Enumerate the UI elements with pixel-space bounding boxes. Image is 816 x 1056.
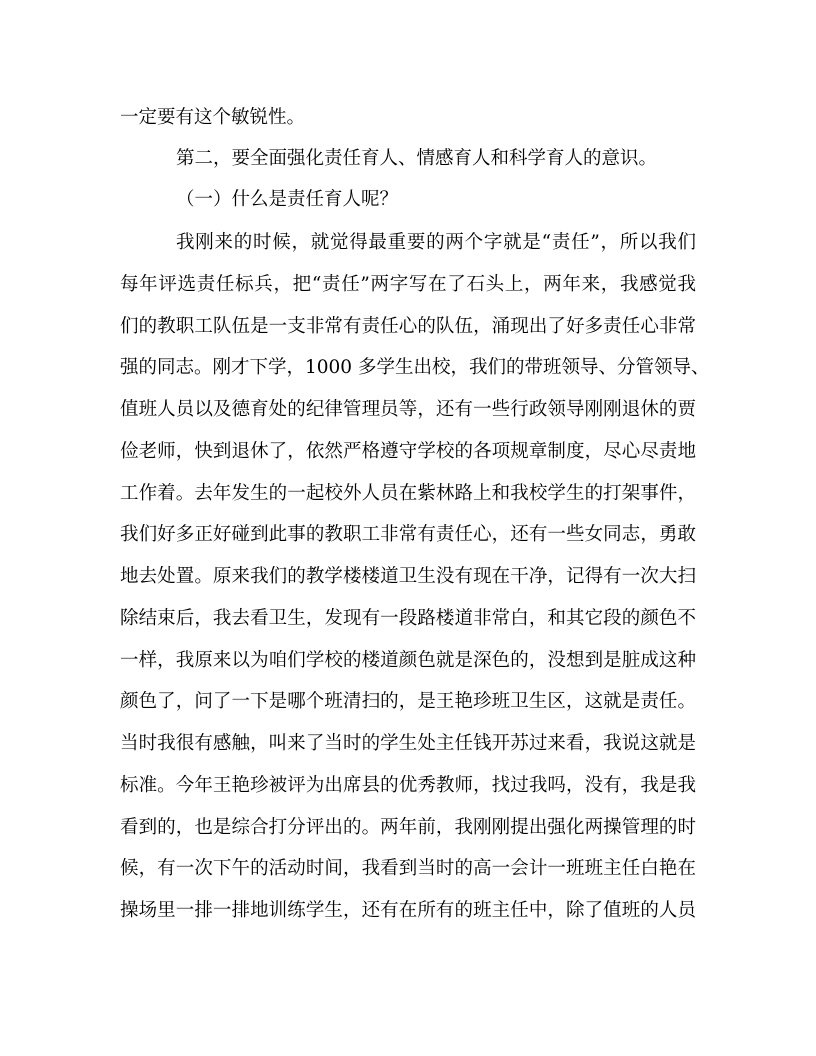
text-line: 操场里一排一排地训练学生，还有在所有的班主任中，除了值班的人员 (120, 900, 696, 921)
text-line: 值班人员以及德育处的纪律管理员等，还有一些行政领导刚刚退休的贾 (120, 399, 696, 420)
text-line: 地去处置。原来我们的教学楼楼道卫生没有现在干净，记得有一次大扫 (120, 566, 696, 587)
text-line: 一样，我原来以为咱们学校的楼道颜色就是深色的，没想到是脏成这种 (120, 650, 696, 671)
text-line: 除结束后，我去看卫生，发现有一段路楼道非常白，和其它段的颜色不 (120, 608, 696, 629)
text-line: 颜色了，问了一下是哪个班清扫的，是王艳珍班卫生区，这就是责任。 (120, 691, 696, 712)
paragraph-first-line: 我刚来的时候，就觉得最重要的两个字就是“责任”，所以我们 (176, 232, 696, 253)
text-line: 强的同志。刚才下学，1000 多学生出校，我们的带班领导、分管领导、 (120, 357, 710, 378)
text-line: 工作着。去年发生的一起校外人员在紫林路上和我校学生的打架事件， (120, 483, 696, 504)
text-line: 看到的，也是综合打分评出的。两年前，我刚刚提出强化两操管理的时 (120, 817, 696, 838)
text-line: 我们好多正好碰到此事的教职工非常有责任心，还有一些女同志，勇敢 (120, 524, 696, 545)
text-line: 一定要有这个敏锐性。 (120, 107, 306, 128)
text-line: 俭老师，快到退休了，依然严格遵守学校的各项规章制度，尽心尽责地 (120, 441, 696, 462)
text-line: 每年评选责任标兵，把“责任”两字写在了石头上，两年来，我感觉我 (120, 274, 696, 295)
text-line: 当时我很有感触，叫来了当时的学生处主任钱开苏过来看，我说这就是 (120, 733, 696, 754)
text-line: 标准。今年王艳珍被评为出席县的优秀教师，找过我吗，没有，我是我 (120, 775, 696, 796)
subsection-heading: （一）什么是责任育人呢？ (176, 189, 399, 210)
section-heading: 第二，要全面强化责任育人、情感育人和科学育人的意识。 (176, 148, 658, 169)
text-line: 候，有一次下午的活动时间，我看到当时的高一会计一班班主任白艳在 (120, 858, 696, 879)
text-line: 们的教职工队伍是一支非常有责任心的队伍，涌现出了好多责任心非常 (120, 316, 696, 337)
